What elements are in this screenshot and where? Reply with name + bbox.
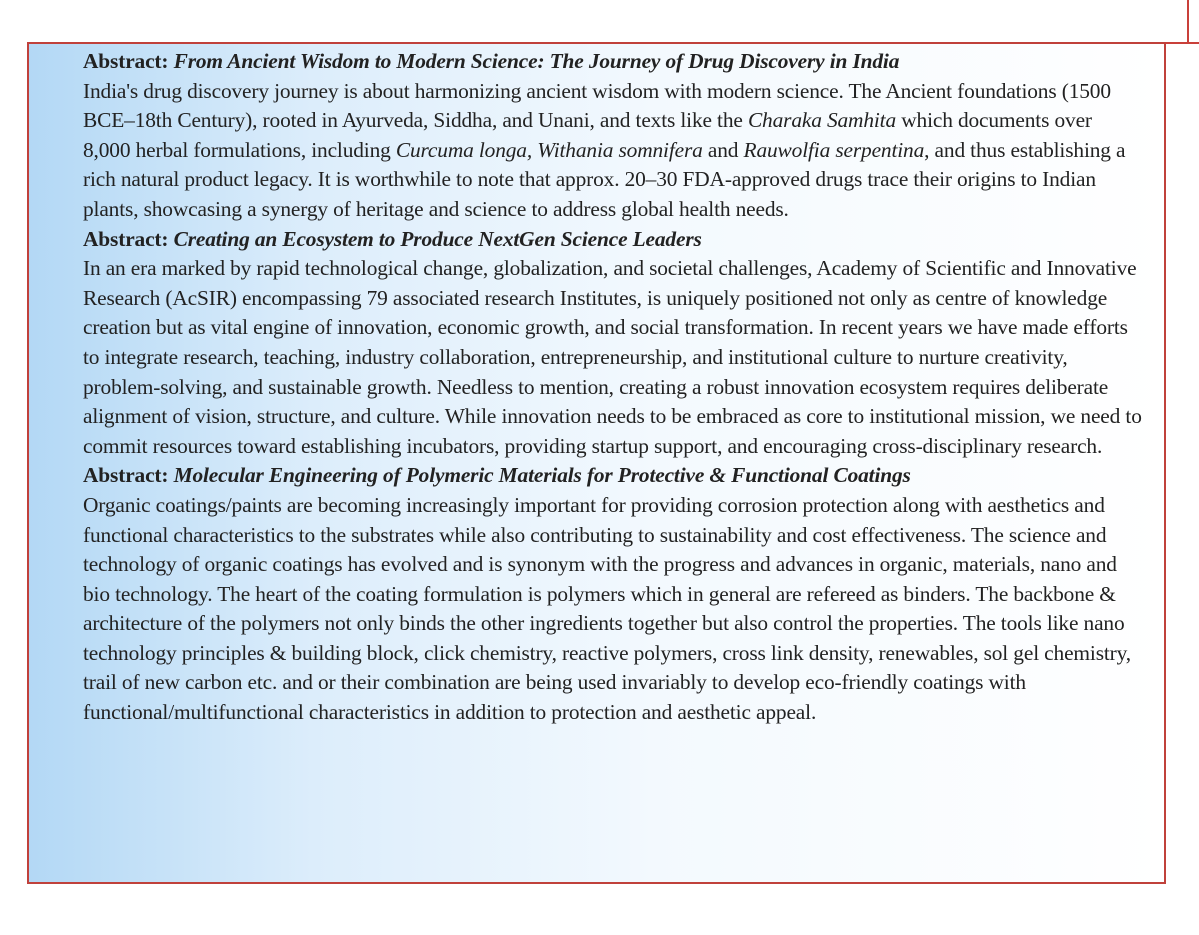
abstract-text-segment: and xyxy=(702,137,744,162)
corner-rule-vertical xyxy=(1187,0,1189,44)
abstract-title: From Ancient Wisdom to Modern Science: The Journey of Drug Discovery in India xyxy=(173,49,900,73)
abstract-text-segment-italic: Curcuma longa, Withania somnifera xyxy=(395,137,703,162)
abstract-drug-discovery xyxy=(83,44,1144,225)
abstract-title: Creating an Ecosystem to Produce NextGen Science Leaders xyxy=(173,226,702,251)
abstract-label: Abstract: xyxy=(83,463,169,488)
abstract-text-segment: India's drug discovery journey is about harmonizing ancient wisdom with modern science. The Ancient foundations (1500 BCE–18th Century), rooted in Ayurveda, Siddha, and Unani, and texts like the xyxy=(83,78,1111,133)
abstract-text-segment-italic: Charaka Samhita xyxy=(747,108,897,133)
corner-rule-horizontal xyxy=(1166,42,1199,44)
abstract-body xyxy=(83,491,1144,728)
abstract-text-segment-italic: Rauwolfia serpentina xyxy=(743,137,925,162)
abstract-science-leaders xyxy=(83,225,1144,462)
abstract-label: Abstract: xyxy=(83,226,169,251)
abstract-body xyxy=(83,77,1144,225)
abstract-heading xyxy=(83,47,1144,77)
abstracts-panel xyxy=(27,42,1166,884)
abstract-body xyxy=(83,254,1144,461)
abstract-title: Molecular Engineering of Polymeric Materials for Protective & Functional Coatings xyxy=(173,463,911,488)
abstract-polymeric-coatings xyxy=(83,461,1144,727)
abstract-text-segment: , and thus establishing a rich natural product legacy. It is worthwhile to note that approx. 20–30 FDA-approved drugs trace their origins to Indian plants, showcasing a synergy of heritage and science to address global health needs. xyxy=(83,137,1126,221)
abstract-label: Abstract: xyxy=(83,49,169,73)
abstract-heading xyxy=(83,225,1144,255)
abstract-text-segment: In an era marked by rapid technological change, globalization, and societal challenges, Academy of Scientific and Innovative Research (AcSIR) encompassing 79 associated research Institutes, is uniquely positioned not only as centre of knowledge creation but as vital engine of innovation, economic growth, and social transformation. In recent years we have made efforts to integrate research, teaching, industry collaboration, entrepreneurship, and institutional culture to nurture creativity, problem-solving, and sustainable growth. Needless to mention, creating a robust innovation ecosystem requires deliberate alignment of vision, structure, and culture. While innovation needs to be embraced as core to institutional mission, we need to commit resources toward establishing incubators, providing startup support, and encouraging cross-disciplinary research. xyxy=(83,256,1142,458)
abstract-heading xyxy=(83,461,1144,491)
abstract-text-segment: Organic coatings/paints are becoming increasingly important for providing corrosion protection along with aesthetics and functional characteristics to the substrates while also contributing to sustainability and cost effectiveness. The science and technology of organic coatings has evolved and is synonym with the progress and advances in organic, materials, nano and bio technology. The heart of the coating formulation is polymers which in general are refereed as binders. The backbone & architecture of the polymers not only binds the other ingredients together but also control the properties. The tools like nano technology principles & building block, click chemistry, reactive polymers, cross link density, renewables, sol gel chemistry, trail of new carbon etc. and or their combination are being used invariably to develop eco-friendly coatings with functional/multifunctional characteristics in addition to protection and aesthetic appeal. xyxy=(83,492,1131,725)
abstract-text-segment: which documents over 8,000 herbal formulations, including xyxy=(83,108,1092,162)
